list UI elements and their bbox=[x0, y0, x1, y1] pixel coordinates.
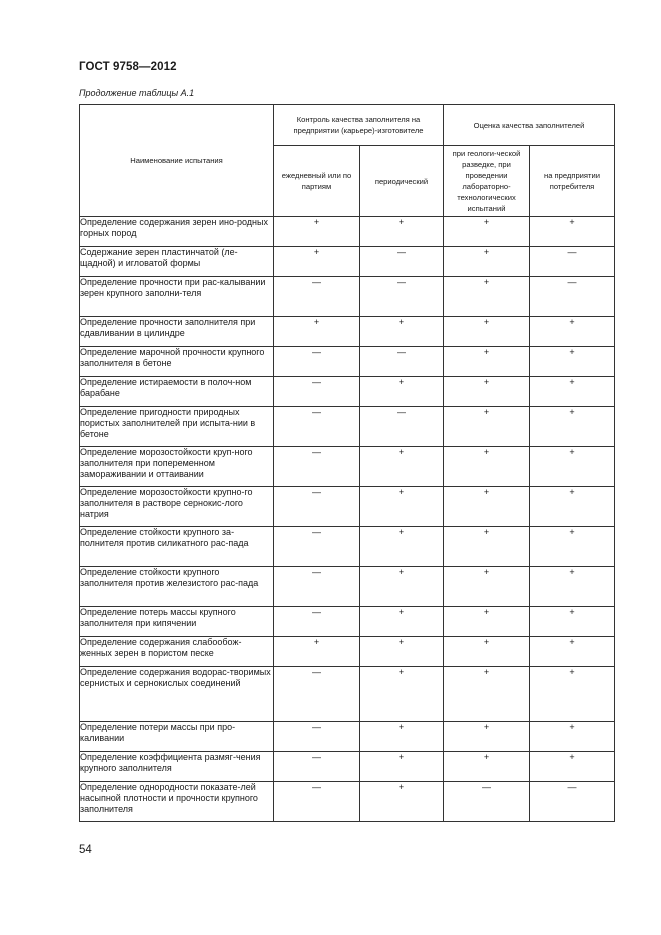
header-geological: при геологи-ческой разведке, при проведении лабораторно-технологических испытаний bbox=[444, 146, 530, 217]
test-name-cell: Определение марочной прочности крупного заполнителя в бетоне bbox=[80, 347, 274, 377]
consumer-mark-cell: + bbox=[530, 447, 615, 487]
periodic-mark-cell: + bbox=[360, 607, 444, 637]
test-name-cell: Определение прочности заполнителя при сдавливании в цилиндре bbox=[80, 317, 274, 347]
periodic-mark-cell: — bbox=[360, 407, 444, 447]
test-table bbox=[79, 104, 615, 822]
consumer-mark-cell: + bbox=[530, 722, 615, 752]
periodic-mark-cell: + bbox=[360, 447, 444, 487]
periodic-mark-cell: + bbox=[360, 567, 444, 607]
daily-mark-cell: — bbox=[274, 567, 360, 607]
geological-mark-cell: + bbox=[444, 487, 530, 527]
header-group-manufacturer: Контроль качества заполнителя на предприятии (карьере)-изготовителе bbox=[274, 105, 444, 146]
table-row bbox=[80, 607, 615, 637]
daily-mark-cell: — bbox=[274, 447, 360, 487]
geological-mark-cell: + bbox=[444, 247, 530, 277]
test-name-cell: Определение прочности при рас-калывании зерен крупного заполни-теля bbox=[80, 277, 274, 317]
consumer-mark-cell: + bbox=[530, 407, 615, 447]
daily-mark-cell: — bbox=[274, 407, 360, 447]
periodic-mark-cell: + bbox=[360, 487, 444, 527]
geological-mark-cell: + bbox=[444, 667, 530, 722]
table-row bbox=[80, 567, 615, 607]
header-group-assessment: Оценка качества заполнителей bbox=[444, 105, 615, 146]
periodic-mark-cell: — bbox=[360, 277, 444, 317]
test-name-cell: Определение содержания зерен ино-родных горных пород bbox=[80, 217, 274, 247]
periodic-mark-cell: — bbox=[360, 347, 444, 377]
test-name-cell: Содержание зерен пластинчатой (ле-щадной) и игловатой формы bbox=[80, 247, 274, 277]
table-row bbox=[80, 667, 615, 722]
daily-mark-cell: — bbox=[274, 277, 360, 317]
table-row bbox=[80, 722, 615, 752]
geological-mark-cell: + bbox=[444, 637, 530, 667]
geological-mark-cell: + bbox=[444, 377, 530, 407]
table-row bbox=[80, 527, 615, 567]
geological-mark-cell: + bbox=[444, 277, 530, 317]
table-row bbox=[80, 217, 615, 247]
daily-mark-cell: + bbox=[274, 247, 360, 277]
daily-mark-cell: — bbox=[274, 607, 360, 637]
table-row bbox=[80, 377, 615, 407]
test-name-cell: Определение пригодности природных пористых заполнителей при испыта-нии в бетоне bbox=[80, 407, 274, 447]
test-name-cell: Определение морозостойкости крупно-го заполнителя в растворе сернокис-лого натрия bbox=[80, 487, 274, 527]
header-periodic: периодический bbox=[360, 146, 444, 217]
periodic-mark-cell: — bbox=[360, 247, 444, 277]
periodic-mark-cell: + bbox=[360, 752, 444, 782]
table-row bbox=[80, 637, 615, 667]
table-row bbox=[80, 317, 615, 347]
table-row bbox=[80, 407, 615, 447]
geological-mark-cell: + bbox=[444, 527, 530, 567]
test-name-cell: Определение потерь массы крупного заполнителя при кипячении bbox=[80, 607, 274, 637]
daily-mark-cell: — bbox=[274, 722, 360, 752]
page-number: 54 bbox=[79, 844, 92, 856]
test-name-cell: Определение истираемости в полоч-ном барабане bbox=[80, 377, 274, 407]
test-name-cell: Определение морозостойкости круп-ного заполнителя при попеременном замораживании и оттаивании bbox=[80, 447, 274, 487]
daily-mark-cell: — bbox=[274, 527, 360, 567]
standard-title: ГОСТ 9758—2012 bbox=[79, 61, 177, 73]
consumer-mark-cell: + bbox=[530, 217, 615, 247]
test-name-cell: Определение содержания слабообож-женных зерен в пористом песке bbox=[80, 637, 274, 667]
geological-mark-cell: + bbox=[444, 752, 530, 782]
daily-mark-cell: — bbox=[274, 667, 360, 722]
daily-mark-cell: — bbox=[274, 487, 360, 527]
test-name-cell: Определение однородности показате-лей насыпной плотности и прочности крупного заполнителя bbox=[80, 782, 274, 822]
daily-mark-cell: — bbox=[274, 752, 360, 782]
header-consumer: на предприятии потребителя bbox=[530, 146, 615, 217]
periodic-mark-cell: + bbox=[360, 637, 444, 667]
consumer-mark-cell: — bbox=[530, 277, 615, 317]
geological-mark-cell: + bbox=[444, 567, 530, 607]
test-name-cell: Определение потери массы при про-каливании bbox=[80, 722, 274, 752]
table-row bbox=[80, 447, 615, 487]
daily-mark-cell: + bbox=[274, 637, 360, 667]
periodic-mark-cell: + bbox=[360, 527, 444, 567]
test-name-cell: Определение стойкости крупного за-полнителя против силикатного рас-пада bbox=[80, 527, 274, 567]
geological-mark-cell: + bbox=[444, 722, 530, 752]
consumer-mark-cell: + bbox=[530, 567, 615, 607]
daily-mark-cell: — bbox=[274, 347, 360, 377]
consumer-mark-cell: + bbox=[530, 607, 615, 637]
daily-mark-cell: + bbox=[274, 217, 360, 247]
periodic-mark-cell: + bbox=[360, 317, 444, 347]
geological-mark-cell: + bbox=[444, 607, 530, 637]
consumer-mark-cell: + bbox=[530, 487, 615, 527]
table-caption: Продолжение таблицы А.1 bbox=[79, 88, 195, 98]
periodic-mark-cell: + bbox=[360, 667, 444, 722]
geological-mark-cell: + bbox=[444, 317, 530, 347]
daily-mark-cell: + bbox=[274, 317, 360, 347]
consumer-mark-cell: + bbox=[530, 347, 615, 377]
table-row bbox=[80, 752, 615, 782]
test-name-cell: Определение коэффициента размяг-чения крупного заполнителя bbox=[80, 752, 274, 782]
consumer-mark-cell: + bbox=[530, 752, 615, 782]
consumer-mark-cell: + bbox=[530, 317, 615, 347]
geological-mark-cell: + bbox=[444, 347, 530, 377]
periodic-mark-cell: + bbox=[360, 377, 444, 407]
test-name-cell: Определение содержания водорас-творимых сернистых и сернокислых соединений bbox=[80, 667, 274, 722]
geological-mark-cell: — bbox=[444, 782, 530, 822]
table-row bbox=[80, 487, 615, 527]
table-row bbox=[80, 247, 615, 277]
table-row bbox=[80, 347, 615, 377]
consumer-mark-cell: + bbox=[530, 637, 615, 667]
geological-mark-cell: + bbox=[444, 407, 530, 447]
table-row bbox=[80, 277, 615, 317]
periodic-mark-cell: + bbox=[360, 782, 444, 822]
consumer-mark-cell: + bbox=[530, 377, 615, 407]
periodic-mark-cell: + bbox=[360, 217, 444, 247]
daily-mark-cell: — bbox=[274, 782, 360, 822]
consumer-mark-cell: — bbox=[530, 247, 615, 277]
table-row bbox=[80, 782, 615, 822]
consumer-mark-cell: — bbox=[530, 782, 615, 822]
periodic-mark-cell: + bbox=[360, 722, 444, 752]
consumer-mark-cell: + bbox=[530, 667, 615, 722]
test-name-cell: Определение стойкости крупного заполнителя против железистого рас-пада bbox=[80, 567, 274, 607]
header-test-name: Наименование испытания bbox=[80, 105, 274, 217]
geological-mark-cell: + bbox=[444, 217, 530, 247]
header-daily: ежедневный или по партиям bbox=[274, 146, 360, 217]
geological-mark-cell: + bbox=[444, 447, 530, 487]
daily-mark-cell: — bbox=[274, 377, 360, 407]
consumer-mark-cell: + bbox=[530, 527, 615, 567]
